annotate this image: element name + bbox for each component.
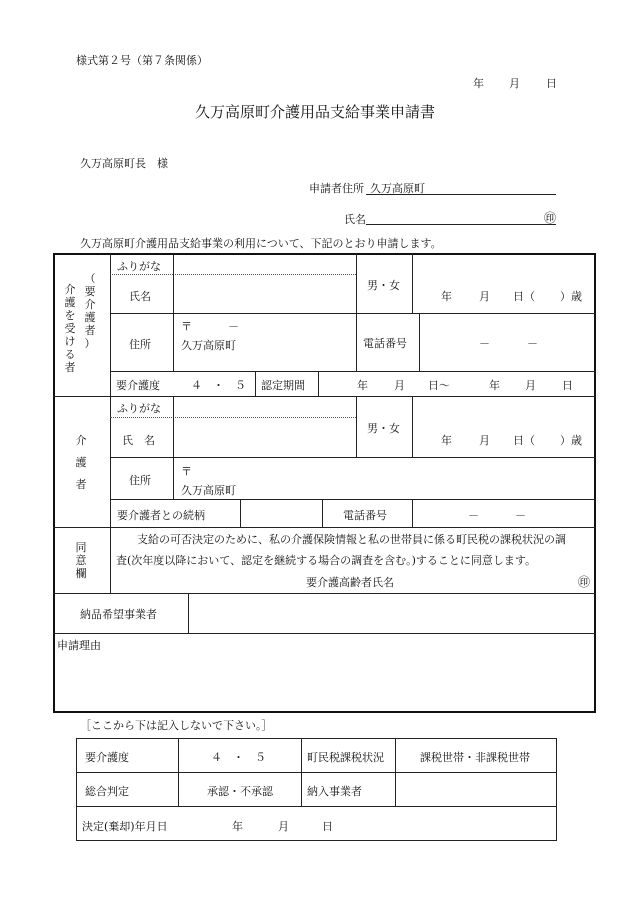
caregiver-birth-year: 年 xyxy=(441,434,452,447)
caregiver-phone-label: 電話番号 xyxy=(343,509,387,522)
date-year-label: 年 xyxy=(473,77,484,90)
caregiver-birth-month: 月 xyxy=(479,434,490,447)
office-decision-year: 年 xyxy=(232,820,243,833)
applicant-address-value[interactable]: 久万高原町 xyxy=(370,182,425,195)
applicant-address-label: 申請者住所 xyxy=(309,182,364,195)
form-number: 様式第２号（第７条関係） xyxy=(76,54,208,67)
recipient-phone-label: 電話番号 xyxy=(363,337,407,350)
office-care-level-value: ４ ・ ５ xyxy=(211,751,266,764)
caregiver-phone-dash2: － xyxy=(515,509,526,522)
office-tax-status-label: 町民税課税状況 xyxy=(307,751,384,764)
caregiver-birth-day: 日（ xyxy=(513,434,535,447)
addressee: 久万高原町長 様 xyxy=(80,157,168,170)
recipient-address-value[interactable]: 久万高原町 xyxy=(181,339,236,352)
office-judgment-label: 総合判定 xyxy=(85,785,129,798)
date-month-label: 月 xyxy=(509,77,520,90)
seal-mark: ㊞ xyxy=(544,211,557,225)
recipient-birth-day: 日（ xyxy=(513,290,535,303)
caregiver-label: 介 護 者 xyxy=(75,434,87,491)
caregiver-phone-dash1: － xyxy=(468,509,479,522)
date-day-label: 日 xyxy=(546,77,557,90)
office-judgment-value: 承認・不承認 xyxy=(207,785,273,798)
page-title: 久万高原町介護用品支給事業申請書 xyxy=(194,103,435,121)
cert-period-label: 認定期間 xyxy=(261,379,305,392)
recipient-phone-dash2: － xyxy=(527,337,538,350)
caregiver-name-label: 氏 名 xyxy=(122,434,155,447)
recipient-birth-month: 月 xyxy=(479,290,490,303)
recipient-care-level-value[interactable]: ４ ・ ５ xyxy=(191,379,246,392)
recipient-furigana-label: ふりがな xyxy=(117,260,161,273)
cert-from-day: 日～ xyxy=(428,379,450,392)
caregiver-relation-field[interactable] xyxy=(241,500,321,526)
caregiver-age-suffix: ）歳 xyxy=(560,434,582,447)
intro-text: 久万高原町介護用品支給事業の利用について、下記のとおり申請します。 xyxy=(80,237,442,250)
office-use-note: ［ここから下は記入しないで下さい。］ xyxy=(80,719,273,732)
recipient-furigana-field[interactable] xyxy=(174,255,355,273)
caregiver-relation-label: 要介護者との続柄 xyxy=(117,509,205,522)
caregiver-gender[interactable]: 男・女 xyxy=(367,422,400,435)
cert-to-month: 月 xyxy=(525,379,536,392)
office-decision-label: 決定(棄却)年月日 xyxy=(82,820,168,833)
cert-from-year: 年 xyxy=(357,379,368,392)
caregiver-name-field[interactable] xyxy=(174,419,355,456)
cert-to-day: 日 xyxy=(562,379,573,392)
recipient-gender[interactable]: 男・女 xyxy=(367,279,400,292)
consent-text-line1: 支給の可否決定のために、私の介護保険情報と私の世帯員に係る町民税の課税状況の調 xyxy=(137,533,566,546)
consent-text-line2: 査(次年度以降において、認定を継続する場合の調査を含む。)することに同意します。 xyxy=(116,554,536,567)
recipient-birth-year: 年 xyxy=(441,290,452,303)
applicant-name-field[interactable] xyxy=(366,224,556,225)
applicant-address-underline xyxy=(366,194,556,195)
consent-label: 同 意 欄 xyxy=(75,541,87,580)
recipient-name-field[interactable] xyxy=(174,276,355,312)
consent-signer-label: 要介護高齢者氏名 xyxy=(306,576,394,589)
recipient-care-level-label: 要介護度 xyxy=(116,379,160,392)
care-recipient-label: 介 護 を 受 け る 者 xyxy=(64,283,76,374)
office-decision-day: 日 xyxy=(322,820,333,833)
office-decision-month: 月 xyxy=(278,820,289,833)
recipient-age-suffix: ）歳 xyxy=(560,290,582,303)
recipient-postal-dash: － xyxy=(228,320,239,333)
consent-seal: ㊞ xyxy=(578,575,591,589)
caregiver-address-label: 住所 xyxy=(129,474,151,487)
reason-field[interactable] xyxy=(55,652,594,711)
reason-label: 申請理由 xyxy=(57,639,101,652)
supplier-label: 納品希望事業者 xyxy=(80,608,157,621)
supplier-field[interactable] xyxy=(189,594,594,632)
caregiver-furigana-label: ふりがな xyxy=(117,402,161,415)
caregiver-postal-mark: 〒 xyxy=(181,465,192,478)
cert-to-year: 年 xyxy=(489,379,500,392)
office-care-level-label: 要介護度 xyxy=(85,751,129,764)
caregiver-furigana-field[interactable] xyxy=(174,398,355,416)
recipient-name-label: 氏名 xyxy=(129,290,151,303)
cert-from-month: 月 xyxy=(394,379,405,392)
recipient-postal-mark: 〒 xyxy=(181,320,192,333)
recipient-phone-dash1: － xyxy=(479,337,490,350)
care-recipient-sublabel: （ 要 介 護 者 ） xyxy=(84,272,96,350)
caregiver-address-value[interactable]: 久万高原町 xyxy=(181,484,236,497)
applicant-name-label: 氏名 xyxy=(344,213,366,226)
office-supplier-label: 納入事業者 xyxy=(307,785,362,798)
office-tax-status-value: 課税世帯・非課税世帯 xyxy=(420,751,530,764)
recipient-address-label: 住所 xyxy=(129,338,151,351)
